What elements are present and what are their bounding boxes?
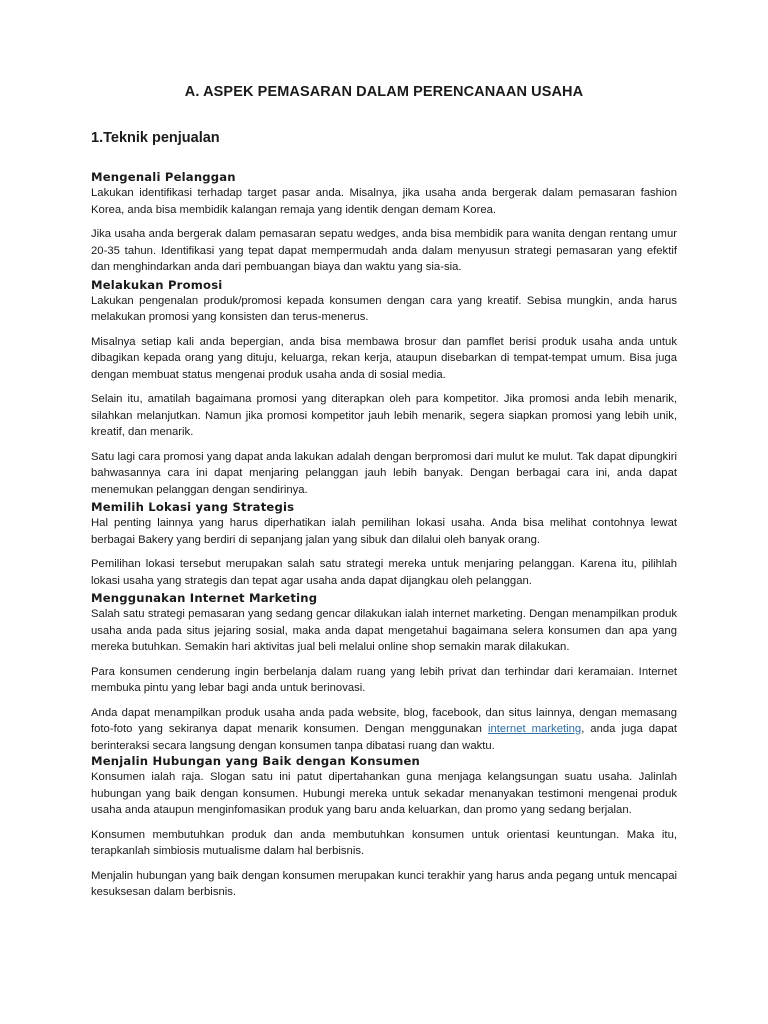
paragraph: Lakukan pengenalan produk/promosi kepada konsumen dengan cara yang kreatif. Sebisa mungkin, anda harus melakukan promosi yang konsisten dan terus-menerus. xyxy=(91,294,677,323)
paragraph: Konsumen ialah raja. Slogan satu ini patut dipertahankan guna menjaga kelangsungan suatu usaha. Jalinlah hubungan yang baik dengan konsumen. Hubungi mereka untuk sekadar menanyakan testimoni mengenai produk usaha anda ataupun menginfomasikan produk yang baru anda keluarkan, dan promo yang sedang berjalan. xyxy=(91,771,677,816)
paragraph-with-link xyxy=(91,705,677,755)
subheading-memilih-lokasi: Memilih Lokasi yang Strategis xyxy=(91,500,295,514)
internet-marketing-link[interactable]: internet marketing xyxy=(487,723,582,735)
paragraph: Misalnya setiap kali anda bepergian, anda bisa membawa brosur dan pamflet berisi produk usaha anda untuk dibagikan kepada orang yang dituju, keluarga, rekan kerja, ataupun disebarkan di tempat-tempat umum. Bisa juga dengan membuat status mengenai produk usaha anda di sosial media. xyxy=(91,335,677,381)
page-title: A. ASPEK PEMASARAN DALAM PERENCANAAN USAHA xyxy=(184,84,584,100)
paragraph: Satu lagi cara promosi yang dapat anda lakukan adalah dengan berpromosi dari mulut ke mulut. Tak dapat dipungkiri bahwasannya cara ini dapat menjaring pelanggan jauh lebih banyak. Dengan berbagai cara ini, anda dapat menemukan pelanggan dengan sendirinya. xyxy=(91,450,677,496)
paragraph: Lakukan identifikasi terhadap target pasar anda. Misalnya, jika usaha anda bergerak dalam pemasaran fashion Korea, anda bisa membidik kalangan remaja yang identik dengan demam Korea. xyxy=(91,187,677,216)
paragraph: Selain itu, amatilah bagaimana promosi yang diterapkan oleh para kompetitor. Jika promosi anda lebih menarik, silahkan melanjutkan. Namun jika promosi kompetitor jauh lebih menarik, segera siapkan promosi yang lebih unik, kreatif, dan menarik. xyxy=(91,393,677,438)
paragraph: Jika usaha anda bergerak dalam pemasaran sepatu wedges, anda bisa membidik para wanita dengan rentang umur 20-35 tahun. Identifikasi yang tepat dapat mempermudah anda dalam menyusun strategi pemasaran yang efektif dan menghindarkan anda dari pembuangan biaya dan waktu yang sia-sia. xyxy=(91,228,677,273)
paragraph-text: Anda dapat menampilkan produk usaha anda pada website, blog, facebook, dan situs lainnya, dengan memasang foto-foto yang sekiranya dapat menarik konsumen. Dengan menggunakan xyxy=(91,706,677,735)
document-page xyxy=(91,84,677,901)
subheading-internet-marketing: Menggunakan Internet Marketing xyxy=(91,591,318,605)
section-heading: 1.Teknik penjualan xyxy=(91,130,220,146)
paragraph: Salah satu strategi pemasaran yang sedang gencar dilakukan ialah internet marketing. Dengan menampilkan produk usaha anda pada situs jejaring sosial, maka anda dapat mengetahui bagaimana selera konsumen dan apa yang mereka butuhkan. Semakin hari aktivitas jual beli melalui online shop semakin marak dilakukan. xyxy=(91,608,677,653)
paragraph: Hal penting lainnya yang harus diperhatikan ialah pemilihan lokasi usaha. Anda bisa melihat contohnya lewat berbagai Bakery yang berdiri di sepanjang jalan yang sibuk dan dilalui oleh banyak orang. xyxy=(91,517,677,546)
subheading-menjalin-hubungan: Menjalin Hubungan yang Baik dengan Konsumen xyxy=(91,754,420,768)
subheading-melakukan-promosi: Melakukan Promosi xyxy=(91,277,223,292)
paragraph: Pemilihan lokasi tersebut merupakan salah satu strategi mereka untuk menjaring pelanggan. Karena itu, pilihlah lokasi usaha yang strategis dan tepat agar usaha anda dapat dijangkau oleh pelanggan. xyxy=(91,558,677,587)
subheading-mengenali-pelanggan: Mengenali Pelanggan xyxy=(91,170,236,184)
paragraph: Konsumen membutuhkan produk dan anda membutuhkan konsumen untuk orientasi keuntungan. Maka itu, terapkanlah simbiosis mutualisme dalam hal berbisnis. xyxy=(91,828,677,857)
paragraph: Para konsumen cenderung ingin berbelanja dalam ruang yang lebih privat dan terhindar dari keramaian. Internet membuka pintu yang lebar bagi anda untuk berinovasi. xyxy=(91,665,677,694)
paragraph-text: , anda juga dapat berinteraksi secara langsung dengan konsumen tanpa dibatasi ruang dan waktu. xyxy=(91,723,677,752)
paragraph: Menjalin hubungan yang baik dengan konsumen merupakan kunci terakhir yang harus anda pegang untuk mencapai kesuksesan dalam berbisnis. xyxy=(91,869,677,898)
